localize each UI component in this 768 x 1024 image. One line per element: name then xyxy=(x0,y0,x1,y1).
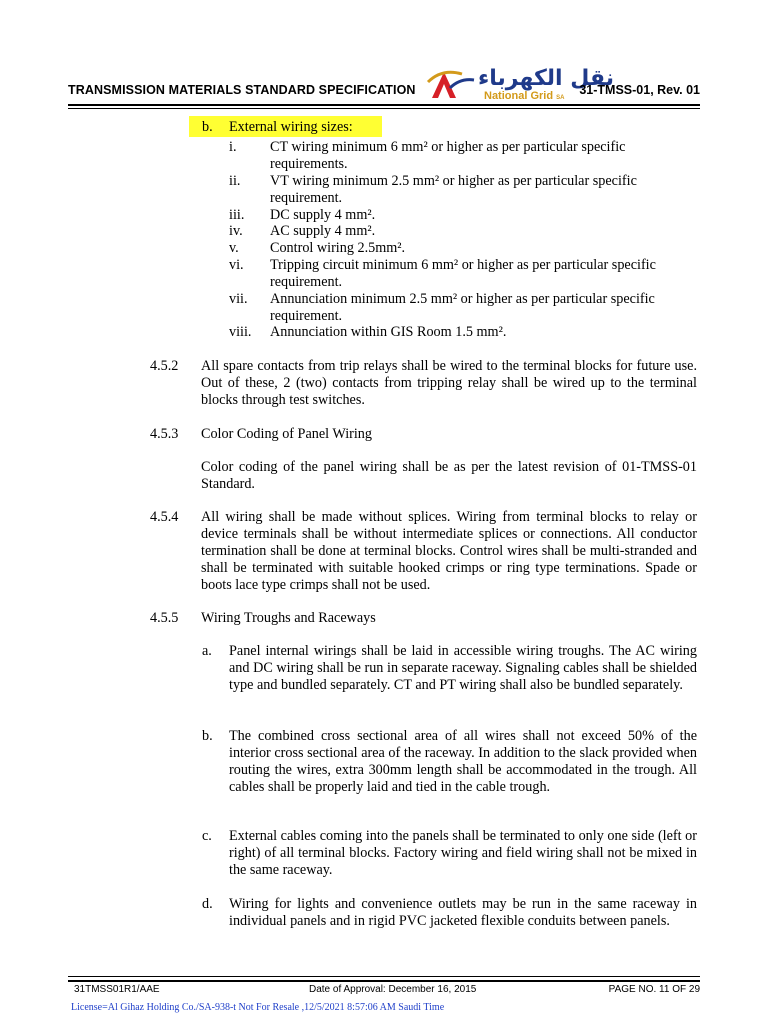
document-revision: 31-TMSS-01, Rev. 01 xyxy=(579,83,700,97)
list-item-number: vi. xyxy=(229,257,244,273)
footer-rule-thin xyxy=(68,976,700,977)
header-rule xyxy=(68,104,700,106)
list-item: CT wiring minimum 6 mm² or higher as per particular specific xyxy=(270,139,626,155)
list-item-number: iv. xyxy=(229,223,243,239)
item-d-label: d. xyxy=(202,896,213,912)
list-item: DC supply 4 mm². xyxy=(270,207,376,223)
list-item: Control wiring 2.5mm². xyxy=(270,240,406,256)
footer-approval-date: Date of Approval: December 16, 2015 xyxy=(309,984,477,995)
list-item-continued: requirements. xyxy=(270,156,348,172)
list-item: Annunciation within GIS Room 1.5 mm². xyxy=(270,324,507,340)
external-wiring-title: External wiring sizes: xyxy=(229,119,353,135)
item-b2-label: b. xyxy=(202,728,213,744)
section-number-4-5-3: 4.5.3 xyxy=(150,426,179,442)
raceway-item-c: External cables coming into the panels shall be terminated to only one side (left or right) of all terminal blocks. Factory wiring and field wiring shall not be mixed in the same raceway. xyxy=(229,828,697,878)
list-item-number: v. xyxy=(229,240,239,256)
license-notice: License=Al Gihaz Holding Co./SA-938-t Not For Resale ,12/5/2021 8:57:06 AM Saudi Time xyxy=(71,1002,445,1013)
header-rule-thin xyxy=(68,108,700,109)
footer-doc-code: 31TMSS01R1/AAE xyxy=(74,984,160,995)
section-4-5-4-text: All wiring shall be made without splices. Wiring from terminal blocks to relay or device terminals shall be without intermediate splices or connections. All conductor termination shall be done at terminal blocks. Control wires shall be multi-stranded and shall be terminated with suitable hooked crimps or ring type terminations. Spade or boots lace type crimps shall not be used. xyxy=(201,509,697,593)
raceway-item-a: Panel internal wirings shall be laid in accessible wiring troughs. The AC wiring and DC wiring shall be run in separate raceway. Signaling cables shall be shielded type and bundled separately. CT and PT wiring shall also be bundled separately. xyxy=(229,643,697,693)
logo-arabic-text: نقل الكهرباء xyxy=(478,66,614,91)
list-item-number: viii. xyxy=(229,324,252,340)
item-b-label: b. xyxy=(202,119,213,135)
section-number-4-5-2: 4.5.2 xyxy=(150,358,179,374)
section-4-5-3-text: Color coding of the panel wiring shall be as per the latest revision of 01-TMSS-01 Standard. xyxy=(201,459,697,492)
header-title: TRANSMISSION MATERIALS STANDARD SPECIFICATION xyxy=(68,83,416,97)
list-item-continued: requirement. xyxy=(270,190,343,206)
list-item: Tripping circuit minimum 6 mm² or higher as per particular specific xyxy=(270,257,656,273)
section-number-4-5-5: 4.5.5 xyxy=(150,610,179,626)
national-grid-logo xyxy=(424,66,614,106)
list-item-number: i. xyxy=(229,139,237,155)
list-item: AC supply 4 mm². xyxy=(270,223,376,239)
list-item: Annunciation minimum 2.5 mm² or higher as per particular specific xyxy=(270,291,655,307)
list-item-continued: requirement. xyxy=(270,308,343,324)
footer-rule xyxy=(68,980,700,982)
section-4-5-5-title: Wiring Troughs and Raceways xyxy=(201,610,376,626)
list-item-number: iii. xyxy=(229,207,245,223)
item-a-label: a. xyxy=(202,643,212,659)
section-number-4-5-4: 4.5.4 xyxy=(150,509,179,525)
logo-english-text: National Grid SA xyxy=(484,90,565,102)
national-grid-emblem-icon xyxy=(426,66,476,106)
raceway-item-b: The combined cross sectional area of all wires shall not exceed 50% of the interior cross sectional area of the raceway. In addition to the slack provided when routing the wires, extra 300mm length shall be accommodated in the trough. All cables shall be properly laid and tied in the cable trough. xyxy=(229,728,697,795)
footer-page-number: PAGE NO. 11 OF 29 xyxy=(608,984,700,995)
list-item-number: ii. xyxy=(229,173,241,189)
list-item-number: vii. xyxy=(229,291,248,307)
raceway-item-d: Wiring for lights and convenience outlets may be run in the same raceway in individual panels and in rigid PVC jacketed flexible conduits between panels. xyxy=(229,896,697,929)
section-4-5-2-text: All spare contacts from trip relays shall be wired to the terminal blocks for future use. Out of these, 2 (two) contacts from tripping relay shall be wired up to the terminal blocks through test switches. xyxy=(201,358,697,408)
section-4-5-3-title: Color Coding of Panel Wiring xyxy=(201,426,372,442)
list-item-continued: requirement. xyxy=(270,274,343,290)
list-item: VT wiring minimum 2.5 mm² or higher as per particular specific xyxy=(270,173,637,189)
item-c-label: c. xyxy=(202,828,212,844)
